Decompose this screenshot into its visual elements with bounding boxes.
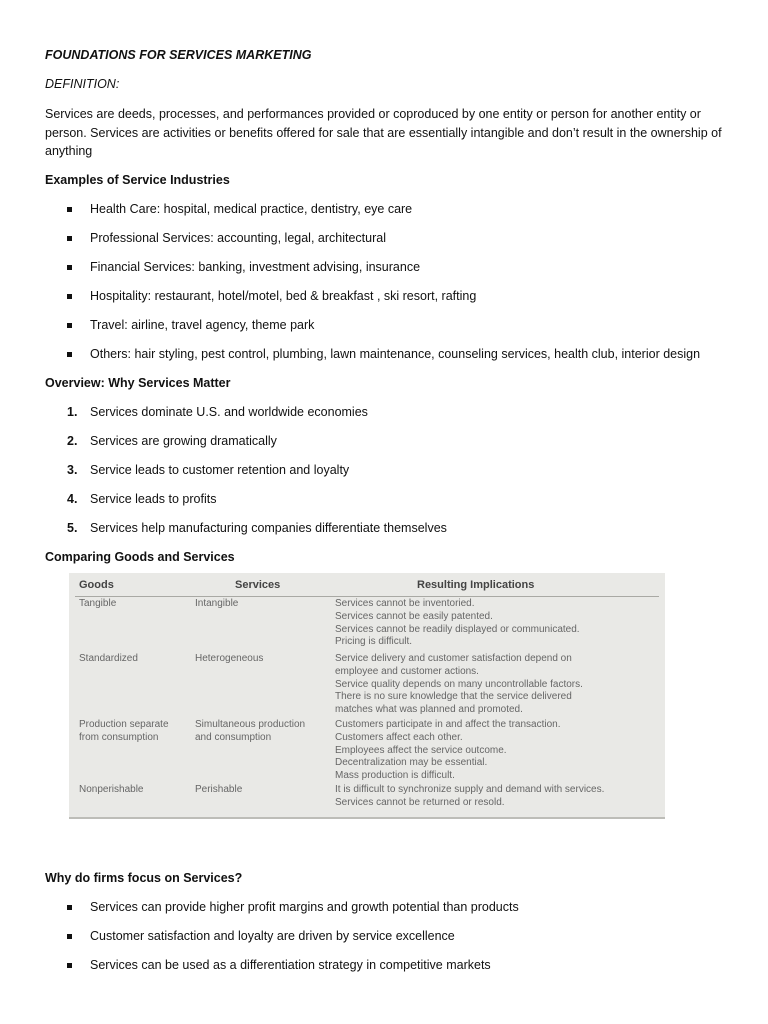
table-header-divider bbox=[75, 596, 659, 597]
definition-paragraph: Services are deeds, processes, and performances provided or coproduced by one entity or person for another entity or person. Services are activities or benefits offered for sale that are essentially intangible and don’t result in the ownership of anything bbox=[45, 107, 722, 158]
table-cell: Perishable bbox=[195, 784, 243, 795]
overview-heading: Overview: Why Services Matter bbox=[45, 376, 231, 390]
table-cell: Intangible bbox=[195, 598, 239, 609]
bullet-icon bbox=[67, 323, 72, 328]
table-cell: Customers participate in and affect the transaction. Customers affect each other. Employees affect the service outcome. Decentralization may be essential. Mass production is difficult. bbox=[335, 719, 561, 782]
bullet-icon bbox=[67, 236, 72, 241]
bullet-icon bbox=[67, 352, 72, 357]
table-cell: Standardized bbox=[79, 653, 138, 664]
bullet-icon bbox=[67, 294, 72, 299]
table-cell: Production separate from consumption bbox=[79, 719, 169, 743]
table-cell: Service delivery and customer satisfaction depend on employee and customer actions. Service quality depends on many uncontrollable factors. There is no sure knowledge that the service delivered matches what was planned and promoted. bbox=[335, 653, 583, 716]
table-header-implications: Resulting Implications bbox=[417, 579, 535, 591]
definition-label: DEFINITION: bbox=[45, 77, 120, 91]
table-cell: Services cannot be inventoried. Services cannot be easily patented. Services cannot be readily displayed or communicated. Pricing is difficult. bbox=[335, 598, 580, 648]
table-cell: Heterogeneous bbox=[195, 653, 264, 664]
table-header-goods: Goods bbox=[79, 579, 114, 591]
document-title: FOUNDATIONS FOR SERVICES MARKETING bbox=[45, 48, 312, 62]
bullet-icon bbox=[67, 905, 72, 910]
bullet-icon bbox=[67, 207, 72, 212]
table-cell: It is difficult to synchronize supply and demand with services. Services cannot be returned or resold. bbox=[335, 784, 605, 808]
table-cell: Simultaneous production and consumption bbox=[195, 719, 306, 743]
goods-services-table bbox=[69, 573, 665, 819]
bullet-icon bbox=[67, 963, 72, 968]
bullet-icon bbox=[67, 265, 72, 270]
table-header-services: Services bbox=[235, 579, 281, 591]
table-cell: Nonperishable bbox=[79, 784, 144, 795]
comparing-heading: Comparing Goods and Services bbox=[45, 550, 235, 564]
bullet-icon bbox=[67, 934, 72, 939]
table-cell: Tangible bbox=[79, 598, 117, 609]
why-focus-heading: Why do firms focus on Services? bbox=[45, 871, 243, 885]
examples-heading: Examples of Service Industries bbox=[45, 173, 230, 187]
